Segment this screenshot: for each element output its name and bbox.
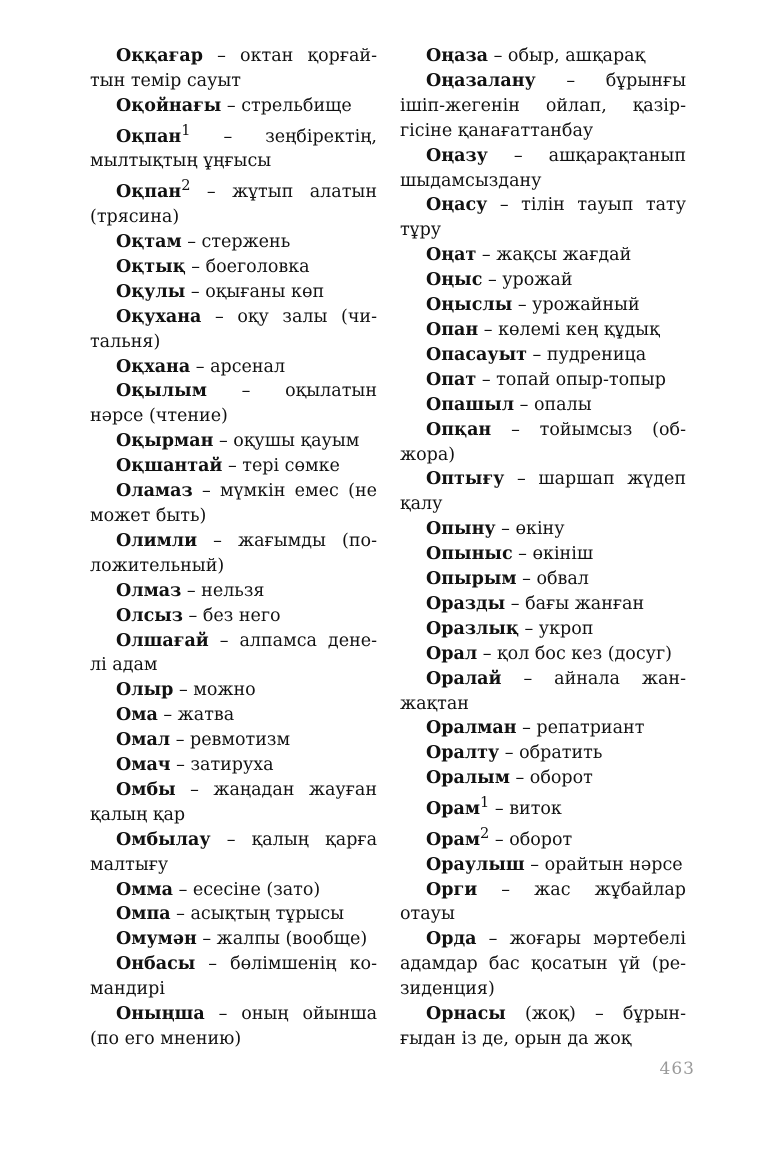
entry-headword: Оқырман [116,431,214,452]
dictionary-entry [400,193,686,243]
entry-definition: – жағымды (по-ложительный) [90,530,377,576]
entry-definition: – тілін тауып тату тұру [400,195,686,241]
entry-definition: – можно [173,680,256,701]
dictionary-entry [400,766,686,791]
entry-headword: Опыныс [426,544,513,565]
entry-definition: – без него [182,605,281,626]
dictionary-entry [400,467,686,517]
dictionary-entry [90,778,377,828]
entry-definition: – топай опыр-топыр [476,369,666,390]
entry-headword: Оқхана [116,356,191,377]
dictionary-entry [90,678,377,703]
dictionary-entry [90,1002,377,1052]
entry-definition: – есесіне (зато) [173,879,321,900]
entry-definition: – оқушы қауым [213,431,360,452]
dictionary-entry [90,952,377,1002]
dictionary-entry [90,280,377,305]
entry-headword: Оралай [426,668,502,689]
dictionary-entry [400,293,686,318]
entry-definition: – урожай [482,270,573,291]
dictionary-entry [90,379,377,429]
entry-definition: – жас жұбайлар отауы [400,879,686,925]
entry-headword: Оқпан [116,126,182,147]
entry-headword: Оңазалану [426,70,536,91]
dictionary-entry [90,454,377,479]
entry-definition: – асықтың тұрысы [170,904,345,925]
homonym-index: 2 [480,824,490,842]
dictionary-entry [400,741,686,766]
dictionary-entry [90,629,377,679]
entry-definition: – өкіну [495,519,565,540]
dictionary-entry [400,268,686,293]
dictionary-entry [90,604,377,629]
dictionary-entry [90,44,377,94]
entry-definition: – затируха [170,755,274,776]
entry-definition: – шаршап жүдеп қалу [400,469,686,515]
entry-definition: – көлемі кең құдық [478,319,660,340]
dictionary-entry [400,144,686,194]
dictionary-entry [400,243,686,268]
entry-headword: Ораулыш [426,854,525,875]
entry-headword: Опырым [426,569,517,590]
entry-headword: Оңасу [426,195,488,216]
entry-definition: – оның ойынша (по его мнению) [90,1004,377,1049]
entry-definition: (жоқ) – бұрын-ғыдан із де, орын да жоқ [400,1004,686,1049]
dictionary-entry [400,822,686,853]
entry-headword: Омпа [116,904,171,925]
entry-headword: Опан [426,319,479,340]
entry-headword: Оңыс [426,270,483,291]
entry-headword: Оқтам [116,232,182,252]
page-number: 463 [659,1059,695,1079]
entry-definition: – оборот [509,768,593,789]
dictionary-entry [90,927,377,952]
dictionary-entry [400,318,686,343]
right-column [400,44,686,1052]
dictionary-entry [400,44,686,69]
entry-headword: Оралым [426,768,510,789]
entry-headword: Оқылым [116,381,207,402]
entry-definition: – стрельбище [221,95,352,116]
entry-headword: Оқухана [116,306,202,327]
entry-definition: – оқығаны көп [185,281,325,302]
entry-headword: Олсыз [116,605,183,626]
entry-headword: Орда [426,929,477,950]
entry-headword: Орам [426,829,481,850]
dictionary-entry [90,703,377,728]
entry-headword: Оңыслы [426,295,513,316]
entry-headword: Оралту [426,743,500,764]
entry-definition: – айнала жан-жақтан [400,668,686,714]
entry-headword: Оптығу [426,469,505,490]
entry-headword: Омумән [116,929,197,950]
entry-definition: – нельзя [181,580,265,601]
dictionary-entry [400,69,686,144]
entry-definition: – жақсы жағдай [476,245,632,266]
entry-headword: Оқпан [116,182,182,203]
entry-definition: – зеңбіректің, мылтықтың ұңғысы [90,126,377,172]
dictionary-entry [90,255,377,280]
dictionary-entry [400,343,686,368]
dictionary-entry [90,305,377,355]
dictionary-entry [90,429,377,454]
entry-headword: Омач [116,755,171,776]
entry-definition: – қалың қарға малтығу [90,829,377,875]
homonym-index: 1 [181,121,191,139]
dictionary-entry [400,517,686,542]
entry-definition: – жұтып алатын (трясина) [90,182,377,228]
entry-headword: Оқтық [116,256,186,277]
entry-headword: Опқан [426,419,492,440]
entry-headword: Оққағар [116,46,203,66]
entry-definition: – тойымсыз (об-жора) [400,419,686,465]
entry-definition: – урожайный [512,295,640,316]
entry-definition: – мүмкін емес (не может быть) [90,481,377,526]
entry-definition: – оқу залы (чи-тальня) [90,306,377,352]
entry-headword: Оңазу [426,145,488,166]
dictionary-entry [90,902,377,927]
dictionary-entry [400,878,686,928]
dictionary-entry [400,368,686,393]
entry-definition: – пудреница [526,344,647,365]
dictionary-entry [400,716,686,741]
dictionary-entry [400,642,686,667]
homonym-index: 2 [181,177,191,195]
entry-definition: – обратить [499,743,603,764]
dictionary-entry [400,791,686,822]
entry-definition: – алпамса дене-лі адам [90,630,377,676]
dictionary-entry [400,567,686,592]
dictionary-entry [400,542,686,567]
entry-headword: Оқулы [116,281,186,302]
entry-definition: – укроп [518,618,594,639]
entry-definition: – бөлімшенің ко-мандирі [90,954,377,1000]
entry-definition: – орайтын нәрсе [524,854,683,875]
entry-definition: – жоғары мәртебелі адамдар бас қосатын үй (ре-зиденция) [400,929,686,1000]
dictionary-entry [90,529,377,579]
entry-headword: Олмаз [116,580,182,601]
entry-definition: – ашқарақтанып шыдамсыздану [400,145,686,191]
dictionary-entry [400,853,686,878]
entry-definition: – ревмотизм [170,730,291,751]
entry-definition: – өкініш [512,544,594,565]
dictionary-entry [400,927,686,1002]
entry-headword: Оламаз [116,481,193,502]
entry-definition: – опалы [514,394,592,415]
entry-headword: Опашыл [426,394,515,415]
entry-definition: – виток [489,799,562,820]
entry-definition: – оборот [489,829,573,850]
entry-headword: Оңат [426,245,477,266]
entry-definition: – репатриант [516,718,645,739]
entry-headword: Орам [426,799,481,820]
entry-headword: Орнасы [426,1004,506,1025]
entry-definition: – стержень [181,232,291,252]
homonym-index: 1 [480,794,490,812]
dictionary-entry [400,667,686,717]
entry-headword: Опыну [426,519,496,540]
entry-definition: – оқылатын нәрсе (чтение) [90,381,377,427]
entry-headword: Оңаза [426,46,489,66]
dictionary-entry [400,1002,686,1052]
dictionary-entry [90,728,377,753]
dictionary-entry [90,355,377,380]
entry-headword: Онбасы [116,954,196,975]
entry-headword: Оқшантай [116,456,223,477]
entry-headword: Оныңша [116,1004,205,1025]
entry-definition: – тері сөмке [222,456,340,477]
entry-headword: Опат [426,369,477,390]
dictionary-entry [90,828,377,878]
entry-definition: – октан қорғай-тын темір сауыт [90,46,377,91]
dictionary-entry [90,878,377,903]
dictionary-entry [90,753,377,778]
entry-headword: Олшағай [116,630,209,651]
entry-definition: – жатва [157,705,235,726]
entry-headword: Омма [116,879,173,900]
entry-headword: Омбы [116,779,176,800]
entry-definition: – обвал [516,569,589,590]
dictionary-entry [400,393,686,418]
entry-headword: Орал [426,643,478,664]
entry-definition: – жалпы (вообще) [196,929,368,950]
dictionary-entry [90,579,377,604]
dictionary-entry [90,174,377,230]
entry-headword: Омал [116,730,171,751]
entry-definition: – бұрынғы ішіп-жегенін ойлап, қазір-гісіне қанағаттанбау [400,70,686,141]
dictionary-entry [90,94,377,119]
entry-headword: Оқойнағы [116,95,222,116]
dictionary-entry [90,230,377,255]
entry-headword: Оразды [426,593,506,614]
dictionary-entry [90,479,377,529]
entry-headword: Орги [426,879,478,900]
dictionary-entry [400,617,686,642]
entry-headword: Оралман [426,718,517,739]
entry-definition: – боеголовка [185,256,310,277]
dictionary-entry [90,119,377,175]
entry-definition: – жаңадан жауған қалың қар [90,779,377,825]
entry-headword: Опасауыт [426,344,527,365]
entry-definition: – бағы жанған [505,593,645,614]
entry-headword: Оразлық [426,618,519,639]
left-column [90,44,377,1052]
entry-headword: Олыр [116,680,174,701]
entry-definition: – қол бос кез (досуг) [477,643,672,664]
entry-definition: – арсенал [190,356,286,377]
entry-headword: Омбылау [116,829,211,850]
entry-definition: – обыр, ашқарақ [488,46,646,66]
dictionary-entry [400,592,686,617]
dictionary-entry [400,418,686,468]
entry-headword: Ома [116,705,158,726]
entry-headword: Олимли [116,530,198,551]
